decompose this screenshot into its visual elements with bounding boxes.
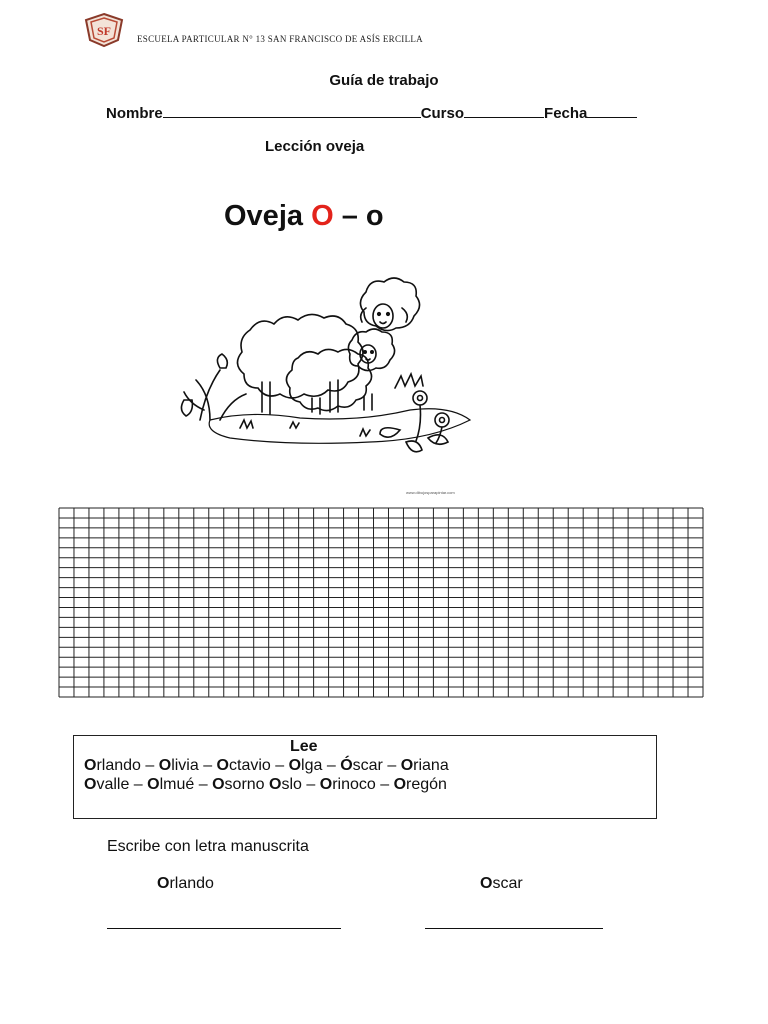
date-label: Fecha <box>544 105 588 122</box>
name-initial: O <box>288 757 302 774</box>
svg-text:SF: SF <box>96 24 112 38</box>
word-rest: rlando <box>169 875 214 892</box>
name-rest: valle <box>96 776 130 793</box>
reading-line-2 <box>84 776 447 794</box>
word-oscar <box>480 875 523 893</box>
reading-line-1 <box>84 757 449 775</box>
word-rest: scar <box>492 875 523 892</box>
name-rest: regón <box>406 776 447 793</box>
separator: – <box>375 776 394 793</box>
page-title: Guía de trabajo <box>329 72 439 89</box>
writing-line-1[interactable] <box>107 928 341 929</box>
name-initial: O <box>216 757 229 774</box>
reading-title: Lee <box>290 738 318 755</box>
name-rest: ctavio <box>229 757 271 774</box>
name-initial: O <box>84 776 97 793</box>
name-rest: livia <box>171 757 199 774</box>
lesson-title: Lección oveja <box>265 138 365 155</box>
name-rest: lmué <box>159 776 195 793</box>
name-rest: scar <box>352 757 383 774</box>
name-initial: O <box>319 776 333 793</box>
name-initial: O <box>84 757 97 774</box>
school-logo <box>82 12 126 48</box>
name-initial: O <box>212 776 225 793</box>
separator: – <box>270 757 289 774</box>
name-initial: O <box>158 757 172 774</box>
separator: – <box>301 776 320 793</box>
writing-line-2[interactable] <box>425 928 603 929</box>
heading-lowercase: – o <box>341 200 384 232</box>
separator: – <box>322 757 341 774</box>
name-rest: lga <box>301 757 323 774</box>
heading-letter: O <box>311 200 334 232</box>
name-initial: O <box>269 776 282 793</box>
sheep-illustration <box>170 270 480 470</box>
separator: – <box>140 757 159 774</box>
instruction-text: Escribe con letra manuscrita <box>107 838 309 855</box>
course-blank <box>464 105 544 118</box>
separator: – <box>198 757 217 774</box>
school-name: ESCUELA PARTICULAR N° 13 SAN FRANCISCO DE ASÍS ERCILLA <box>137 34 423 44</box>
heading-word: Oveja <box>224 200 303 232</box>
student-info-line <box>106 105 637 122</box>
name-blank <box>163 105 421 118</box>
separator: – <box>129 776 148 793</box>
letter-heading <box>224 200 384 233</box>
name-initial: O <box>393 776 407 793</box>
name-initial: O <box>400 757 414 774</box>
separator: – <box>194 776 213 793</box>
separator: – <box>382 757 401 774</box>
name-rest: rinoco <box>332 776 376 793</box>
name-initial: Ó <box>340 757 353 774</box>
name-rest: slo <box>281 776 302 793</box>
word-initial: O <box>157 875 170 892</box>
image-credit: www.dibujosparapintar.com <box>406 490 455 495</box>
reading-box <box>73 735 657 819</box>
name-label: Nombre <box>106 105 163 122</box>
name-rest: sorno <box>224 776 265 793</box>
name-rest: riana <box>413 757 449 774</box>
word-orlando <box>157 875 214 893</box>
name-rest: rlando <box>96 757 141 774</box>
name-initial: O <box>147 776 160 793</box>
writing-grid <box>58 507 704 703</box>
date-blank <box>587 105 637 118</box>
word-initial: O <box>480 875 493 892</box>
course-label: Curso <box>420 105 465 122</box>
